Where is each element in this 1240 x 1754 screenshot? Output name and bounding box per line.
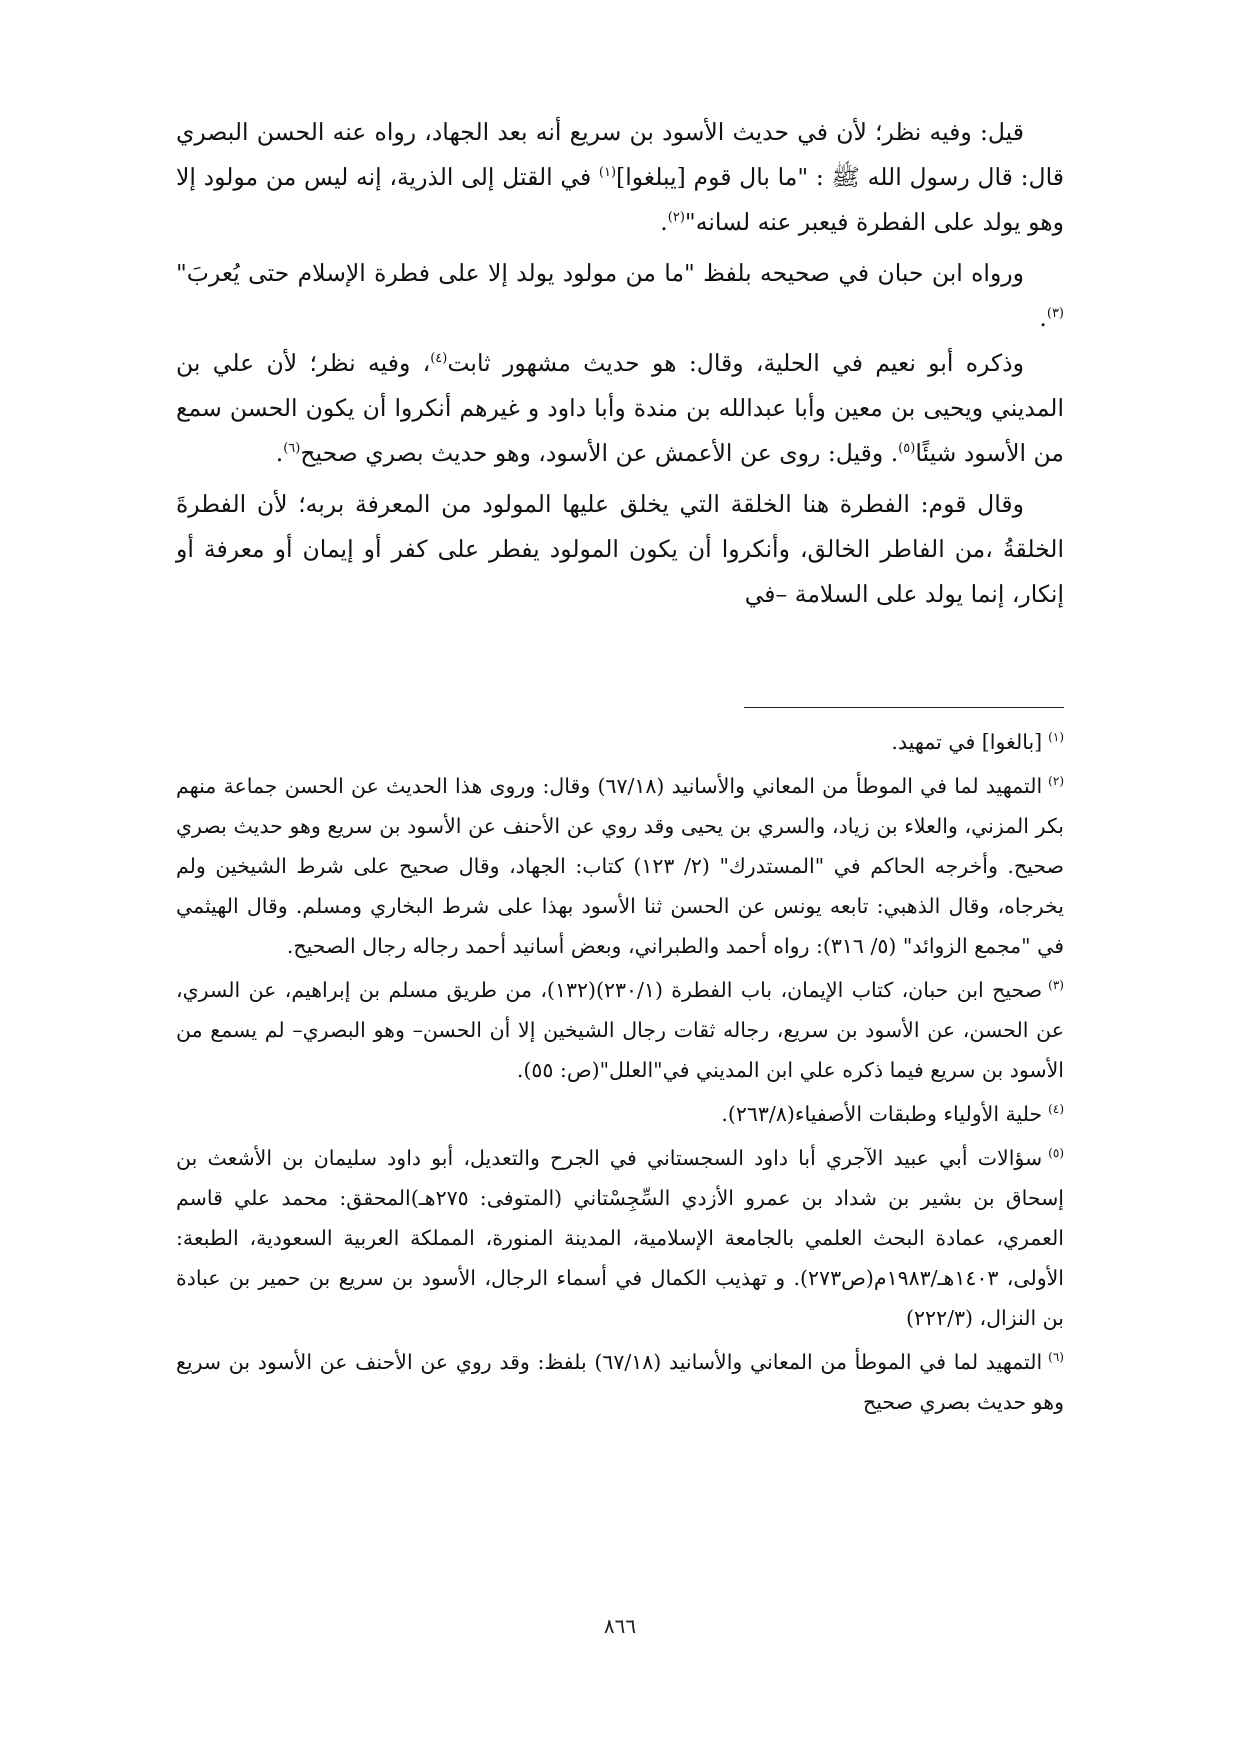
- footnote-number: (٢): [1048, 774, 1064, 789]
- footnote-text: سؤالات أبي عبيد الآجري أبا داود السجستاني في الجرح والتعديل، أبو داود سليمان بن الأشعث بن إسحاق بن بشير بن شداد بن عمرو الأزدي السِّجِسْتاني (المتوفى: ٢٧٥هـ)المحقق: محمد علي قاسم العمري، عمادة البحث العلمي بالجامعة الإسلامية، المدينة المنورة، المملكة العربية السعودية، الطبعة: الأولى، ١٤٠٣هـ/١٩٨٣م(ص٢٧٣). و تهذيب الكمال في أسماء الرجال، الأسود بن سريع بن حمير بن عبادة بن النزال، (٢٢٢/٣): [176, 1146, 1065, 1330]
- text-segment: في القتل إلى الذرية، إنه ليس من مولود إلا وهو يولد على الفطرة فيعبر عنه لسانه": [176, 163, 1064, 236]
- footnote-text: التمهيد لما في الموطأ من المعاني والأسانيد (٦٧/١٨) بلفظ: وقد روي عن الأحنف عن الأسود بن سريع وهو حديث بصري صحيح: [176, 1350, 1064, 1414]
- footnote-number: (٦): [1048, 1350, 1064, 1365]
- footnote-text: التمهيد لما في الموطأ من المعاني والأسانيد (٦٧/١٨) وقال: وروى هذا الحديث عن الحسن جماعة منهم بكر المزني، والعلاء بن زياد، والسري بن يحيى وقد روي عن الأحنف عن الأسود بن سريع وهو حديث بصري صحيح. وأخرجه الحاكم في "المستدرك" (٢/ ١٢٣) كتاب: الجهاد، وقال صحيح على شرط الشيخين ولم يخرجاه، وقال الذهبي: تابعه يونس عن الحسن ثنا الأسود بهذا على شرط البخاري ومسلم. وقال الهيثمي في "مجمع الزوائد" (٥/ ٣١٦): رواه أحمد والطبراني، وبعض أسانيد أحمد رجاله رجال الصحيح.: [176, 774, 1064, 958]
- text-segment: وذكره أبو نعيم في الحلية، وقال: هو حديث مشهور ثابت: [447, 349, 1024, 377]
- footnote-number: (٣): [1048, 978, 1064, 993]
- paragraph-1: [176, 110, 1064, 245]
- page-number: ٨٦٦: [603, 1614, 637, 1638]
- footnote-ref-4: (٤): [430, 351, 448, 367]
- footnote-ref-2: (٢): [667, 210, 685, 226]
- footnote-4: [176, 1094, 1064, 1134]
- footnote-ref-6: (٦): [283, 441, 301, 457]
- text-segment: ورواه ابن حبان في صحيحه بلفظ "ما من مولود يولد إلا على فطرة الإسلام حتى يُعربَ": [176, 259, 1024, 287]
- footnote-separator: [744, 707, 1064, 708]
- footnote-6: [176, 1342, 1064, 1422]
- text-segment: .: [660, 208, 668, 236]
- paragraph-3: [176, 341, 1064, 476]
- footnote-1: [176, 722, 1064, 762]
- footnote-number: (٤): [1048, 1102, 1064, 1117]
- footnote-number: (٥): [1048, 1146, 1064, 1161]
- text-segment: .: [1039, 304, 1047, 332]
- text-segment: قيل: وفيه نظر؛ لأن في حديث الأسود بن سريع أنه بعد الجهاد، رواه عنه الحسن البصري قال: قال رسول الله ﷺ : "ما بال قوم [يبلغوا]: [176, 118, 1064, 191]
- footnote-text: صحيح ابن حبان، كتاب الإيمان، باب الفطرة (٢٣٠/١)(١٣٢)، من طريق مسلم بن إبراهيم، عن السري، عن الحسن، عن الأسود بن سريع، رجاله ثقات رجال الشيخين إلا أن الحسن– وهو البصري– لم يسمع من الأسود بن سريع فيما ذكره علي ابن المديني في"العلل"(ص: ٥٥).: [176, 978, 1064, 1082]
- paragraph-4: [176, 482, 1064, 617]
- footnotes-section: [176, 722, 1064, 1426]
- footnote-3: [176, 970, 1064, 1090]
- text-segment: وقال قوم: الفطرة هنا الخلقة التي يخلق عليها المولود من المعرفة بربه؛ لأن الفطرةَ الخلقةُ ،من الفاطر الخالق، وأنكروا أن يكون المولود يفطر على كفر أو إيمان أو معرفة أو إنكار، إنما يولد على السلامة –في: [176, 490, 1064, 608]
- footnote-text: [بالغوا] في تمهيد.: [891, 730, 1043, 754]
- text-segment: .: [275, 439, 284, 467]
- main-text-body: [176, 110, 1064, 617]
- footnote-ref-5: (٥): [898, 441, 916, 457]
- footnote-ref-3: (٣): [1046, 306, 1064, 322]
- footnote-text: حلية الأولياء وطبقات الأصفياء(٢٦٣/٨).: [721, 1102, 1043, 1126]
- text-segment: ، وفيه نظر؛ لأن علي بن المديني ويحيى بن معين وأبا عبدالله بن مندة وأبا داود و غيرهم أنكروا أن يكون الحسن سمع من الأسود شيئًا: [176, 349, 1064, 467]
- paragraph-2: [176, 251, 1064, 341]
- footnote-number: (١): [1048, 730, 1064, 745]
- text-segment: . وقيل: روى عن الأعمش عن الأسود، وهو حديث بصري صحيح: [300, 439, 899, 467]
- footnote-5: [176, 1138, 1064, 1338]
- footnote-2: [176, 766, 1064, 966]
- footnote-ref-1: (١): [598, 165, 617, 181]
